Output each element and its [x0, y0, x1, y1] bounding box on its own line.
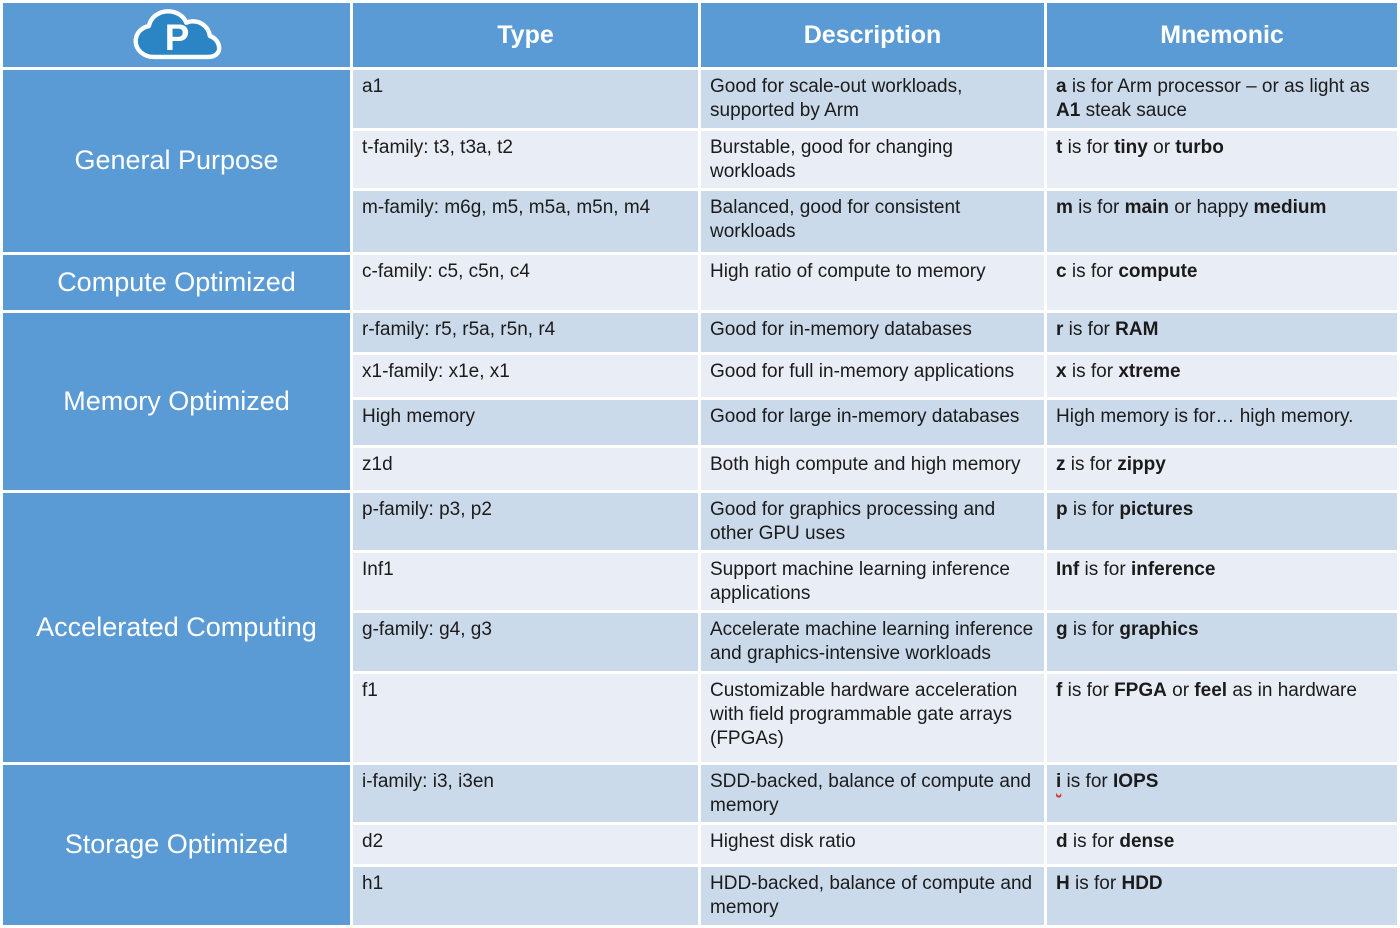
type-cell: a1: [353, 70, 698, 128]
column-header-description: Description: [701, 3, 1044, 67]
type-cell: h1: [353, 867, 698, 925]
description-cell: Highest disk ratio: [701, 825, 1044, 864]
type-cell: i-family: i3, i3en: [353, 765, 698, 822]
parkmycloud-cloud-p-logo-icon: [128, 6, 226, 64]
description-cell: Good for in-memory databases: [701, 313, 1044, 352]
type-cell: m-family: m6g, m5, m5a, m5n, m4: [353, 191, 698, 252]
description-cell: Accelerate machine learning inference and graphics-intensive workloads: [701, 613, 1044, 671]
type-cell: Inf1: [353, 553, 698, 610]
description-cell: Good for full in-memory applications: [701, 355, 1044, 397]
column-header-type: Type: [353, 3, 698, 67]
table-row: [3, 765, 1397, 822]
type-cell: x1-family: x1e, x1: [353, 355, 698, 397]
description-cell: SDD-backed, balance of compute and memory: [701, 765, 1044, 822]
description-cell: Customizable hardware acceleration with field programmable gate arrays (FPGAs): [701, 674, 1044, 762]
description-cell: Good for large in-memory databases: [701, 400, 1044, 445]
type-cell: f1: [353, 674, 698, 762]
header-row: [3, 3, 1397, 67]
svg-text:P: P: [164, 16, 189, 58]
mnemonic-cell: Inf is for inference: [1047, 553, 1397, 610]
mnemonic-cell: H is for HDD: [1047, 867, 1397, 925]
description-cell: Both high compute and high memory: [701, 448, 1044, 490]
type-cell: c-family: c5, c5n, c4: [353, 255, 698, 310]
mnemonic-cell: z is for zippy: [1047, 448, 1397, 490]
mnemonic-cell: m is for main or happy medium: [1047, 191, 1397, 252]
group-cell-compute-optimized: Compute Optimized: [3, 255, 350, 310]
type-cell: z1d: [353, 448, 698, 490]
group-cell-general-purpose: General Purpose: [3, 70, 350, 252]
mnemonic-cell: c is for compute: [1047, 255, 1397, 310]
table-row: [3, 70, 1397, 128]
type-cell: g-family: g4, g3: [353, 613, 698, 671]
mnemonic-cell: r is for RAM: [1047, 313, 1397, 352]
description-cell: High ratio of compute to memory: [701, 255, 1044, 310]
mnemonic-cell: t is for tiny or turbo: [1047, 131, 1397, 188]
table-row: [3, 493, 1397, 550]
description-cell: Balanced, good for consistent workloads: [701, 191, 1044, 252]
group-cell-memory-optimized: Memory Optimized: [3, 313, 350, 490]
mnemonic-cell: d is for dense: [1047, 825, 1397, 864]
logo-header-cell: [3, 3, 350, 67]
table-row: [3, 313, 1397, 352]
type-cell: t-family: t3, t3a, t2: [353, 131, 698, 188]
description-cell: Support machine learning inference applications: [701, 553, 1044, 610]
table-row: [3, 255, 1397, 310]
mnemonic-cell: f is for FPGA or feel as in hardware: [1047, 674, 1397, 762]
description-cell: HDD-backed, balance of compute and memory: [701, 867, 1044, 925]
type-cell: High memory: [353, 400, 698, 445]
mnemonic-cell: x is for xtreme: [1047, 355, 1397, 397]
description-cell: Good for scale-out workloads, supported by Arm: [701, 70, 1044, 128]
mnemonic-cell: High memory is for… high memory.: [1047, 400, 1397, 445]
group-cell-storage-optimized: Storage Optimized: [3, 765, 350, 925]
column-header-mnemonic: Mnemonic: [1047, 3, 1397, 67]
mnemonic-cell: a is for Arm processor – or as light as A1 steak sauce: [1047, 70, 1397, 128]
group-cell-accelerated-computing: Accelerated Computing: [3, 493, 350, 762]
description-cell: Burstable, good for changing workloads: [701, 131, 1044, 188]
mnemonic-cell: g is for graphics: [1047, 613, 1397, 671]
type-cell: d2: [353, 825, 698, 864]
mnemonic-cell: p is for pictures: [1047, 493, 1397, 550]
type-cell: r-family: r5, r5a, r5n, r4: [353, 313, 698, 352]
mnemonic-cell: i is for IOPS: [1047, 765, 1397, 822]
type-cell: p-family: p3, p2: [353, 493, 698, 550]
description-cell: Good for graphics processing and other GPU uses: [701, 493, 1044, 550]
